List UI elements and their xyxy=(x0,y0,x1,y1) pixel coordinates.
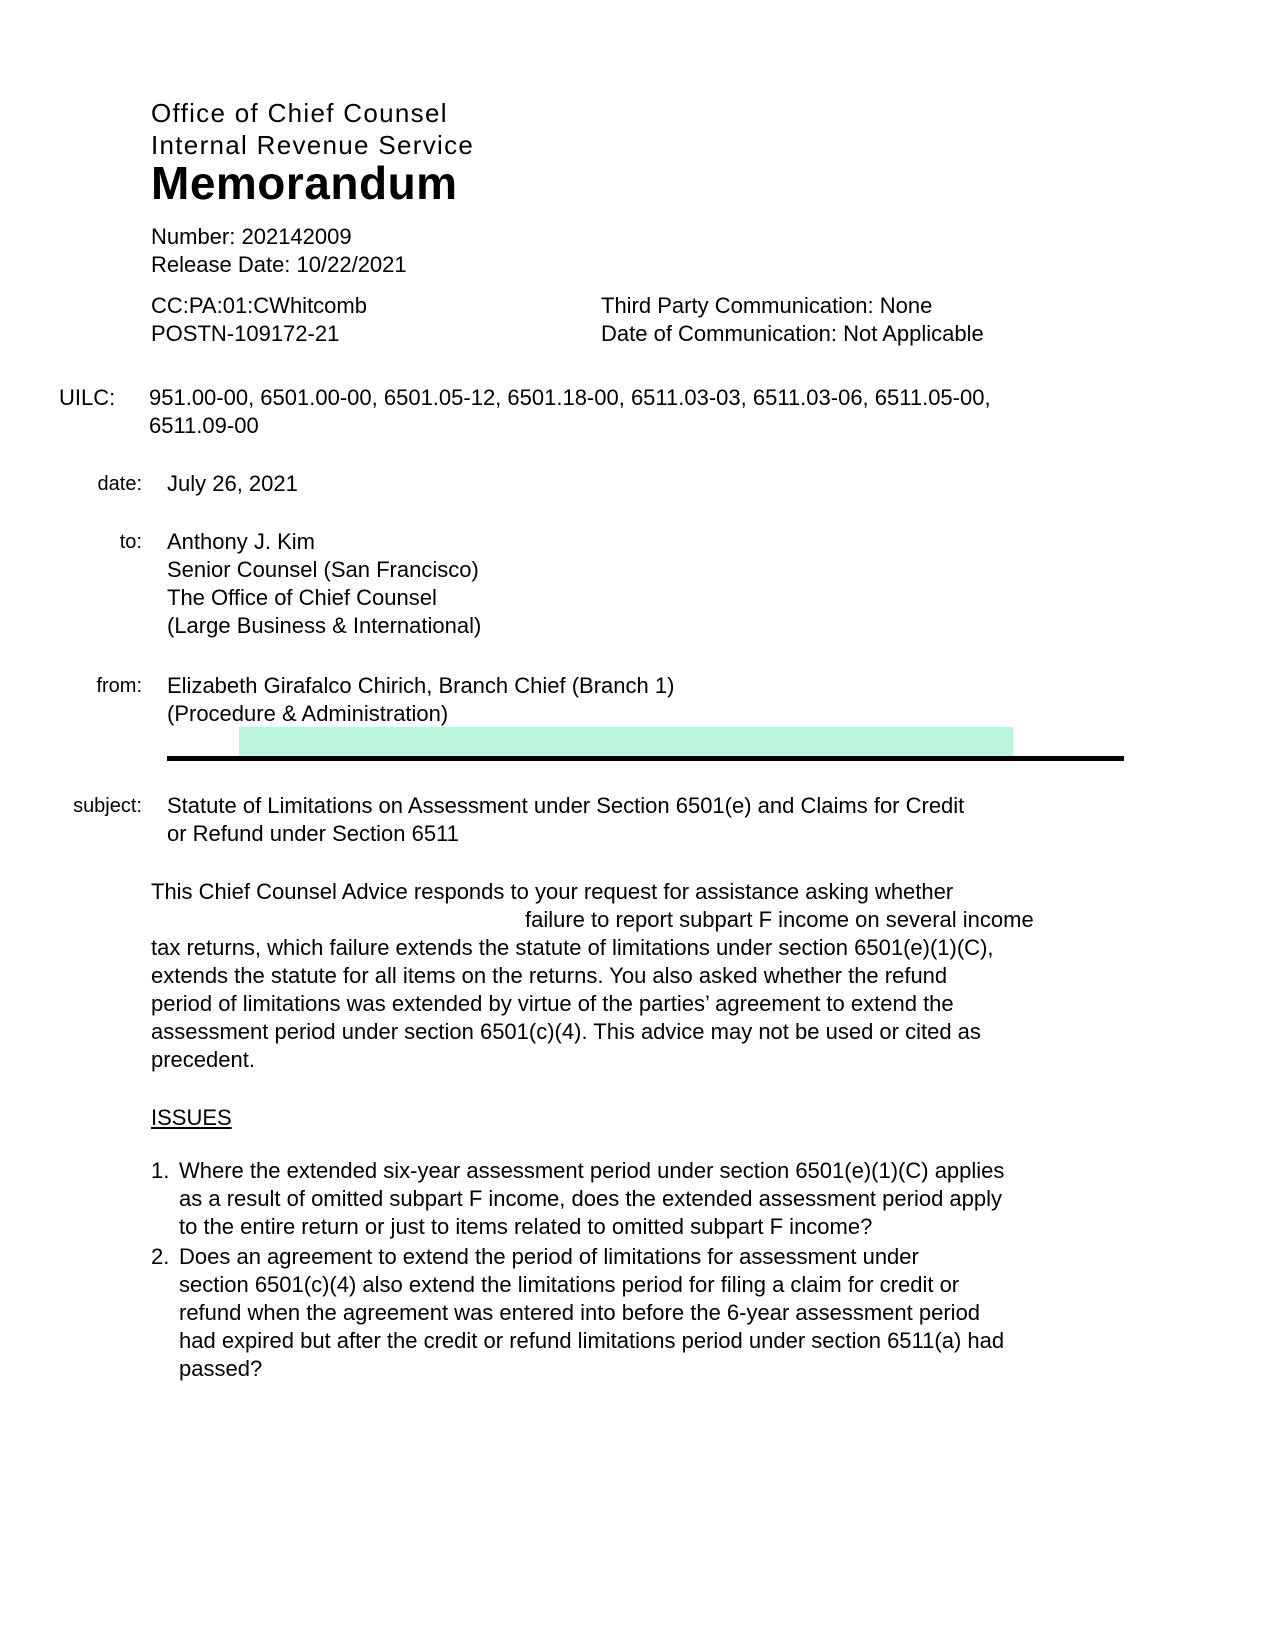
subject-label: subject: xyxy=(73,795,142,817)
paragraph-line: assessment period under section 6501(c)(4). This advice may not be used or cited as xyxy=(151,1019,981,1044)
issue-line: Does an agreement to extend the period of limitations for assessment under xyxy=(179,1244,919,1269)
issue-item xyxy=(151,1157,1151,1241)
document-title: Memorandum xyxy=(151,157,458,209)
paragraph-line: period of limitations was extended by virtue of the parties’ agreement to extend the xyxy=(151,991,954,1016)
issue-line: Where the extended six-year assessment period under section 6501(e)(1)(C) applies xyxy=(179,1158,1005,1183)
office-name: Office of Chief Counsel xyxy=(151,98,448,128)
date-label: date: xyxy=(97,473,142,495)
to-label: to: xyxy=(119,531,142,553)
date-of-communication: Date of Communication: Not Applicable xyxy=(601,321,984,346)
recipient-division: (Large Business & International) xyxy=(167,613,482,638)
uilc-line: 951.00-00, 6501.00-00, 6501.05-12, 6501.18-00, 6511.03-03, 6511.03-06, 6511.05-00, xyxy=(149,385,991,410)
issue-line: to the entire return or just to items related to omitted subpart F income? xyxy=(179,1214,873,1239)
sender-name: Elizabeth Girafalco Chirich, Branch Chief (Branch 1) xyxy=(167,673,675,698)
issue-line: passed? xyxy=(179,1356,263,1381)
subject-line: Statute of Limitations on Assessment under Section 6501(e) and Claims for Credit xyxy=(167,793,965,818)
subject-line: or Refund under Section 6511 xyxy=(167,821,459,846)
paragraph-line: This Chief Counsel Advice responds to your request for assistance asking whether xyxy=(151,879,954,904)
from-sender xyxy=(167,672,674,728)
issue-line: section 6501(c)(4) also extend the limitations period for filing a claim for credit or xyxy=(179,1272,960,1297)
paragraph-line: failure to report subpart F income on several income xyxy=(525,907,1034,932)
issue-line: had expired but after the credit or refund limitations period under section 6511(a) had xyxy=(179,1328,1005,1353)
agency-name: Internal Revenue Service xyxy=(151,130,475,160)
issue-line: refund when the agreement was entered into before the 6-year assessment period xyxy=(179,1300,981,1325)
subject-text xyxy=(167,792,964,848)
issue-number: 1. xyxy=(151,1158,170,1183)
recipient-office: The Office of Chief Counsel xyxy=(167,585,437,610)
issues-heading: ISSUES xyxy=(151,1105,232,1130)
issue-item xyxy=(151,1243,1151,1383)
release-date: Release Date: 10/22/2021 xyxy=(151,252,407,277)
header-divider-rule xyxy=(167,756,1124,761)
intro-paragraph xyxy=(151,878,1111,1074)
uilc-label: UILC: xyxy=(59,385,116,410)
paragraph-line: precedent. xyxy=(151,1047,255,1072)
memo-date: July 26, 2021 xyxy=(167,471,298,496)
issue-line: as a result of omitted subpart F income, does the extended assessment period apply xyxy=(179,1186,1003,1211)
uilc-codes xyxy=(149,384,991,440)
to-recipient xyxy=(167,528,481,640)
office-symbol: CC:PA:01:CWhitcomb xyxy=(151,293,367,318)
from-label: from: xyxy=(96,675,142,697)
sender-division: (Procedure & Administration) xyxy=(167,701,449,726)
redaction-block xyxy=(239,727,1013,758)
document-number: Number: 202142009 xyxy=(151,224,352,249)
recipient-title: Senior Counsel (San Francisco) xyxy=(167,557,479,582)
issue-number: 2. xyxy=(151,1244,170,1269)
paragraph-line: extends the statute for all items on the returns. You also asked whether the refund xyxy=(151,963,948,988)
postn-number: POSTN-109172-21 xyxy=(151,321,340,346)
paragraph-line: tax returns, which failure extends the statute of limitations under section 6501(e)(1)(C), xyxy=(151,935,994,960)
third-party-communication: Third Party Communication: None xyxy=(601,293,933,318)
recipient-name: Anthony J. Kim xyxy=(167,529,315,554)
uilc-line: 6511.09-00 xyxy=(149,413,259,438)
